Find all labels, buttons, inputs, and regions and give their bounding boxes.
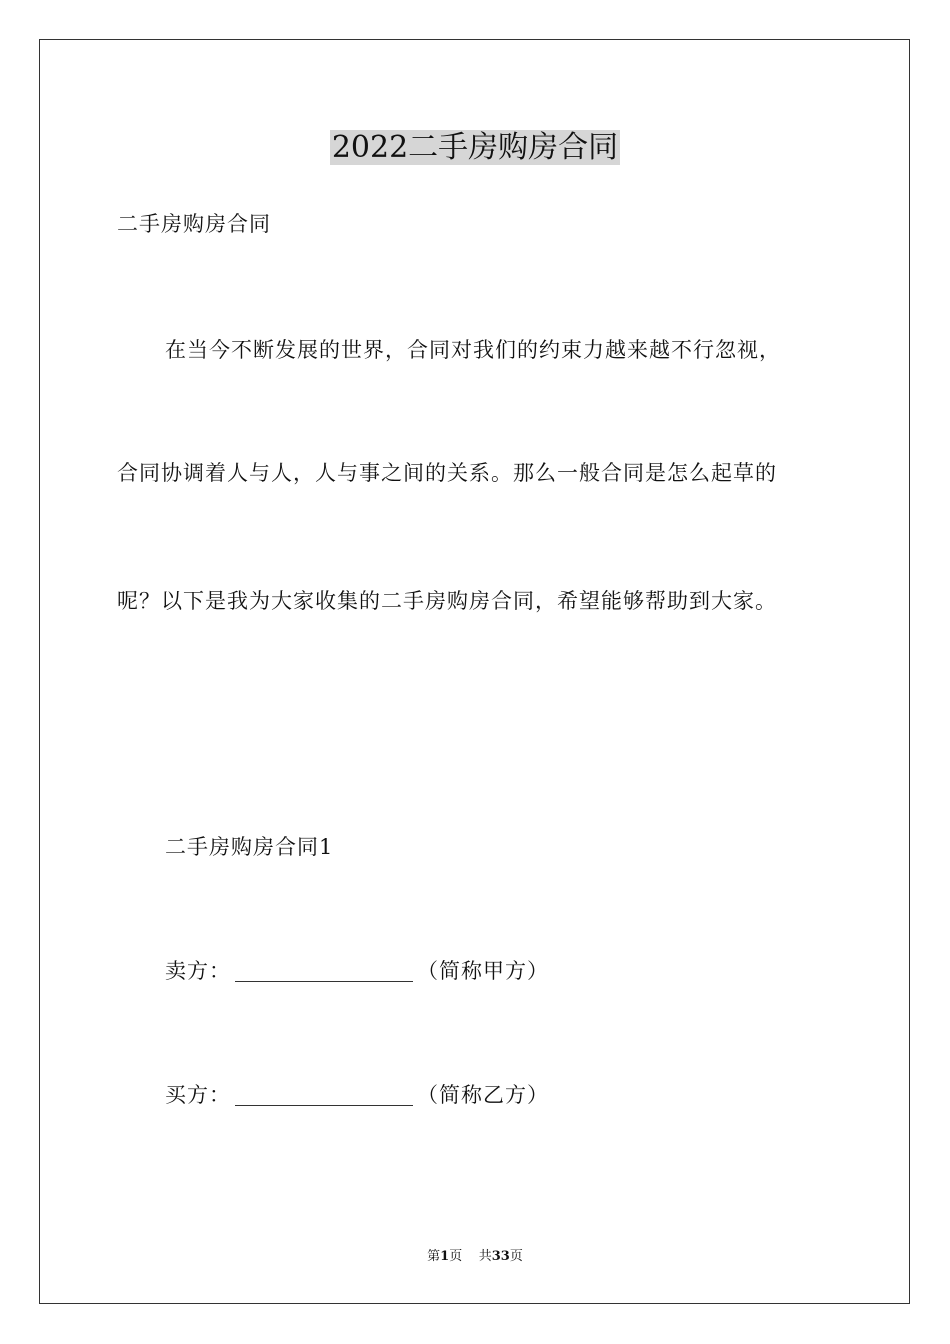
- intro-line-2: 合同协调着人与人，人与事之间的关系。那么一般合同是怎么起草的: [117, 461, 777, 485]
- document-subtitle: 二手房购房合同: [117, 212, 271, 236]
- footer-total-number: 33: [491, 1249, 510, 1264]
- buyer-line: [165, 1081, 549, 1109]
- intro-line-3: 呢？以下是我为大家收集的二手房购房合同，希望能够帮助到大家。: [117, 589, 777, 613]
- buyer-note: （简称乙方）: [417, 1083, 549, 1107]
- footer-total-prefix: 共: [478, 1249, 492, 1264]
- buyer-label: 买方：: [165, 1083, 231, 1107]
- buyer-blank-field[interactable]: [235, 1085, 413, 1106]
- intro-line-1: 在当今不断发展的世界，合同对我们的约束力越来越不行忽视，: [165, 338, 781, 362]
- footer-page-number: 1: [440, 1249, 450, 1264]
- footer-total-suffix: 页: [509, 1249, 523, 1264]
- footer-page-suffix: 页: [449, 1249, 463, 1264]
- seller-note: （简称甲方）: [417, 959, 549, 983]
- seller-label: 卖方：: [165, 959, 231, 983]
- seller-line: [165, 957, 549, 985]
- document-title: [0, 128, 950, 168]
- seller-blank-field[interactable]: [235, 961, 413, 982]
- page-footer: [0, 1248, 950, 1266]
- section-heading: 二手房购房合同1: [165, 835, 334, 859]
- document-title-text: 2022二手房购房合同: [331, 130, 619, 165]
- footer-page-prefix: 第: [427, 1249, 441, 1264]
